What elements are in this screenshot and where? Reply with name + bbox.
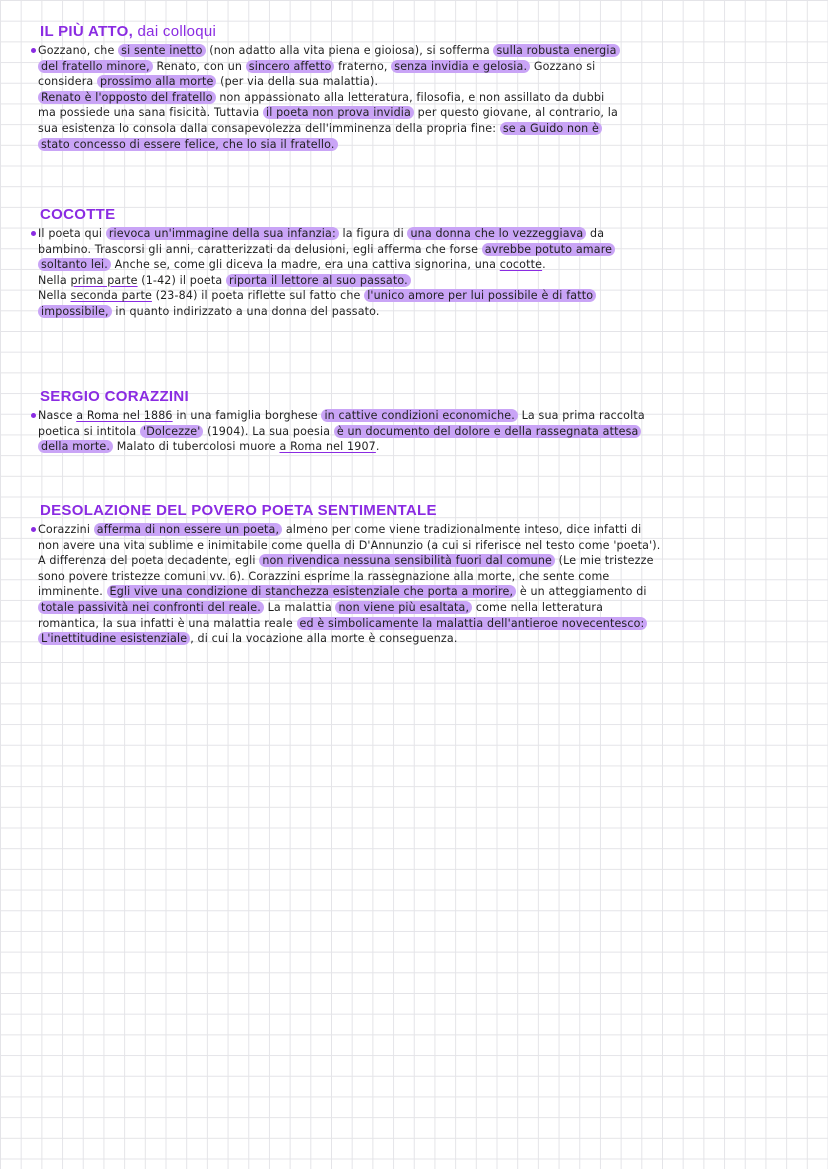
text-run: (non adatto alla vita piena e gioiosa), si sofferma	[205, 44, 494, 57]
highlight: se a Guido non è	[500, 122, 602, 135]
highlight: senza invidia e gelosia.	[391, 60, 530, 73]
text-run: in una famiglia borghese	[172, 409, 322, 422]
underlined-text: prima parte	[70, 273, 138, 287]
text-line	[38, 257, 804, 273]
section-sergio-corazzini	[34, 388, 804, 455]
text-run: , di cui la vocazione alla morte è conseguenza.	[190, 632, 458, 646]
text-line	[38, 439, 804, 455]
text-line	[38, 600, 804, 616]
text-line	[38, 553, 804, 569]
text-run: (23-84) il poeta riflette sul fatto che	[151, 289, 365, 303]
highlight: afferma di non essere un poeta,	[94, 523, 282, 536]
text-run: Nasce	[38, 409, 77, 422]
highlight: sincero affetto	[246, 60, 335, 73]
paragraph	[34, 43, 804, 152]
text-line	[38, 538, 804, 554]
highlight: del fratello minore,	[38, 60, 153, 73]
text-run: in quanto indirizzato a una donna del passato.	[111, 304, 380, 318]
text-run: Nella	[38, 273, 71, 287]
text-run: considera	[38, 75, 98, 89]
text-line	[38, 43, 804, 59]
highlight: Renato è l'opposto del fratello	[38, 91, 216, 104]
section-title	[40, 23, 804, 40]
title-sub: dai colloqui	[133, 23, 217, 40]
highlight: si sente inetto	[118, 44, 205, 57]
text-line	[38, 584, 804, 600]
highlight: sulla robusta energia	[493, 44, 619, 57]
text-run: La malattia	[263, 600, 336, 614]
text-run: Il poeta qui	[38, 227, 106, 240]
text-line	[38, 304, 804, 320]
text-run: almeno per come viene tradizionalmente inteso, dice infatti di	[282, 523, 642, 536]
text-run: poetica si intitola	[38, 424, 140, 438]
highlight: Egli vive una condizione di stanchezza esistenziale che porta a morire,	[107, 585, 517, 598]
text-run: Gozzano, che	[38, 44, 119, 57]
text-line	[38, 59, 804, 75]
highlight: totale passività nei confronti del reale.	[38, 601, 264, 614]
text-line	[38, 74, 804, 90]
text-line	[38, 105, 804, 121]
text-run: sua esistenza lo consola dalla consapevolezza dell'imminenza della propria fine:	[38, 121, 500, 135]
title-main: COCOTTE	[40, 206, 116, 223]
underlined-text: a Roma nel 1886	[76, 409, 173, 422]
text-line	[38, 137, 804, 153]
highlight: avrebbe potuto amare	[482, 243, 615, 256]
highlight: rievoca un'immagine della sua infanzia:	[106, 227, 339, 240]
section-title	[40, 388, 804, 405]
text-line	[38, 616, 804, 632]
text-line	[38, 90, 804, 106]
text-run: imminente.	[38, 585, 107, 599]
text-line	[38, 408, 804, 424]
text-run: la figura di	[338, 227, 408, 240]
text-run: non avere una vita sublime e inimitabile come quella di D'Annunzio (a cui si riferisce nel testo come 'poeta').	[38, 538, 661, 552]
text-run: ma possiede una sana fisicità. Tuttavia	[38, 106, 263, 120]
highlight: in cattive condizioni economiche.	[321, 409, 517, 422]
section-cocotte	[34, 206, 804, 320]
text-run: (per via della sua malattia).	[216, 75, 379, 89]
text-line	[38, 273, 804, 289]
text-line	[38, 226, 804, 242]
text-run: A differenza del poeta decadente, egli	[38, 554, 260, 568]
text-run: (1-42) il poeta	[137, 273, 227, 287]
text-run: .	[542, 258, 546, 272]
text-run: Nella	[38, 289, 71, 303]
text-run: (1904). La sua poesia	[203, 424, 334, 438]
highlight: della morte.	[38, 440, 113, 453]
text-run: La sua prima raccolta	[517, 409, 645, 422]
highlight: L'inettitudine esistenziale	[38, 632, 190, 645]
highlight: il poeta non prova invidia	[263, 106, 414, 119]
highlight: soltanto lei.	[38, 258, 111, 271]
text-run: Corazzini	[38, 523, 94, 536]
highlight: una donna che lo vezzeggiava	[407, 227, 586, 240]
text-run: (Le mie tristezze	[555, 554, 654, 568]
text-line	[38, 424, 804, 440]
text-run: Malato di tubercolosi muore	[113, 440, 280, 454]
text-run: fraterno,	[334, 59, 392, 73]
highlight: ed è simbolicamente la malattia dell'antieroe novecentesco:	[297, 617, 648, 630]
text-run: bambino. Trascorsi gli anni, caratterizzati da delusioni, egli afferma che forse	[38, 242, 482, 256]
text-line	[38, 288, 804, 304]
underlined-text: cocotte	[499, 258, 543, 272]
section-il-piu-atto	[34, 23, 804, 152]
text-run: sono povere tristezze comuni vv. 6). Corazzini esprime la rassegnazione alla morte, che sente come	[38, 569, 610, 583]
text-run: Gozzano si	[530, 59, 596, 73]
highlight: è un documento del dolore e della rassegnata attesa	[334, 425, 642, 438]
text-run: per questo giovane, al contrario, la	[413, 106, 618, 120]
text-line	[38, 121, 804, 137]
text-run: come nella letteratura	[472, 600, 604, 614]
highlight: riporta il lettore al suo passato.	[226, 274, 411, 287]
text-run: da	[586, 227, 605, 240]
highlight: prossimo alla morte	[97, 75, 216, 88]
highlight: l'unico amore per lui possibile è di fatto	[364, 289, 596, 302]
text-line	[38, 522, 804, 538]
title-main: SERGIO CORAZZINI	[40, 388, 189, 405]
underlined-text: a Roma nel 1907	[279, 440, 376, 454]
text-line	[38, 242, 804, 258]
section-title	[40, 502, 804, 519]
underlined-text: seconda parte	[70, 289, 152, 303]
text-run: Renato, con un	[152, 59, 246, 73]
title-main: IL PIÙ ATTO,	[40, 23, 134, 40]
text-run: Anche se, come gli diceva la madre, era una cattiva signorina, una	[110, 258, 500, 272]
paragraph	[34, 226, 804, 320]
text-line	[38, 631, 804, 647]
title-main: DESOLAZIONE DEL POVERO POETA SENTIMENTALE	[40, 502, 437, 519]
section-desolazione	[34, 502, 804, 647]
text-run: romantica, la sua infatti è una malattia reale	[38, 616, 297, 630]
paragraph	[34, 408, 804, 455]
text-run: è un atteggiamento di	[516, 585, 647, 599]
highlight: impossibile,	[38, 305, 112, 318]
text-run: non appassionato alla letteratura, filosofia, e non assillato da dubbi	[215, 90, 605, 104]
highlight: stato concesso di essere felice, che lo sia il fratello.	[38, 138, 338, 151]
highlight: 'Dolcezze'	[140, 425, 203, 438]
highlight: non rivendica nessuna sensibilità fuori dal comune	[259, 554, 555, 567]
highlight: non viene più esaltata,	[335, 601, 472, 614]
text-line	[38, 569, 804, 585]
section-title	[40, 206, 804, 223]
paragraph	[34, 522, 804, 647]
text-run: .	[375, 440, 380, 454]
